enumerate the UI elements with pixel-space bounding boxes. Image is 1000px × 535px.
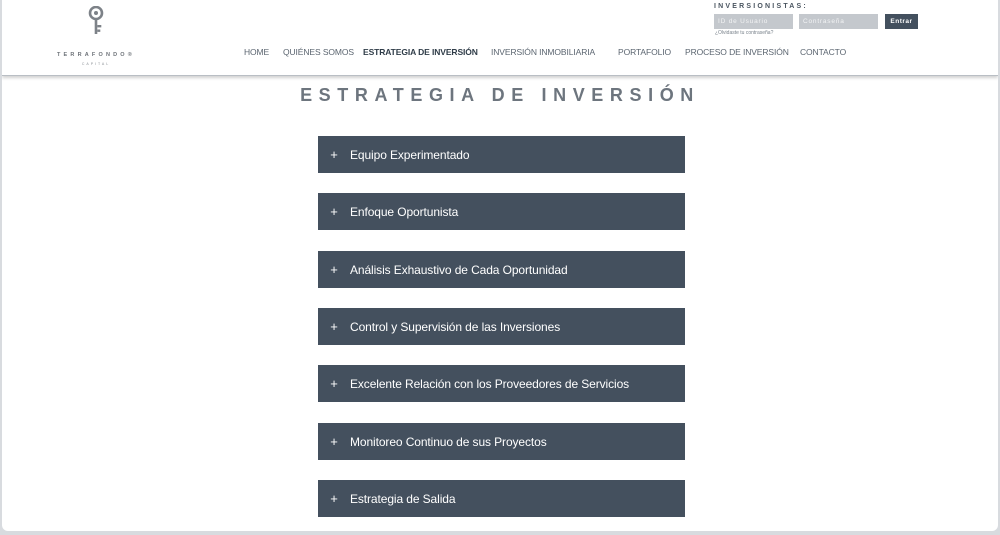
key-icon — [86, 6, 106, 36]
accordion-item-control-y-supervision[interactable] — [318, 308, 685, 345]
accordion-item-label: Estrategia de Salida — [350, 491, 456, 506]
accordion-item-label: Equipo Experimentado — [350, 147, 470, 162]
plus-icon: + — [330, 434, 338, 449]
accordion-item-label: Enfoque Oportunista — [350, 204, 459, 219]
nav-item-contacto[interactable]: CONTACTO — [800, 47, 847, 57]
page-title: ESTRATEGIA DE INVERSIÓN — [300, 85, 700, 105]
plus-icon: + — [330, 262, 338, 277]
brand-logo[interactable] — [48, 6, 144, 68]
accordion-item-label: Análisis Exhaustivo de Cada Oportunidad — [350, 262, 568, 277]
accordion-item-excelente-relacion[interactable] — [318, 365, 685, 402]
plus-icon: + — [330, 204, 338, 219]
accordion-item-equipo-experimentado[interactable] — [318, 136, 685, 173]
accordion-item-monitoreo-continuo[interactable] — [318, 423, 685, 460]
plus-icon: + — [330, 147, 338, 162]
login-submit-button[interactable]: Entrar — [885, 14, 918, 29]
password-input[interactable] — [799, 14, 878, 29]
accordion-item-analisis-exhaustivo[interactable] — [318, 251, 685, 288]
nav-item-estrategia-de-inversion[interactable]: ESTRATEGIA DE INVERSIÓN — [363, 47, 478, 57]
brand-name: TERRAFONDO® — [56, 52, 136, 58]
site-header — [2, 0, 998, 76]
accordion-item-label: Control y Supervisión de las Inversiones — [350, 319, 561, 334]
accordion-item-label: Excelente Relación con los Proveedores de Servicios — [350, 376, 630, 391]
nav-item-portafolio[interactable]: PORTAFOLIO — [618, 47, 672, 57]
page — [2, 0, 998, 531]
accordion-item-estrategia-de-salida[interactable] — [318, 480, 685, 517]
nav-item-quienes-somos[interactable]: QUIÉNES SOMOS — [283, 47, 354, 57]
brand-subtitle: CAPITAL — [81, 62, 111, 66]
investors-login-title: INVERSIONISTAS: — [714, 3, 808, 10]
nav-item-proceso-de-inversion[interactable]: PROCESO DE INVERSIÓN — [685, 47, 789, 57]
plus-icon: + — [330, 376, 338, 391]
plus-icon: + — [330, 319, 338, 334]
nav-item-home[interactable]: HOME — [244, 47, 270, 57]
forgot-password-link[interactable]: ¿Olvidaste tu contraseña? — [715, 30, 774, 36]
accordion-item-enfoque-oportunista[interactable] — [318, 193, 685, 230]
user-id-input[interactable] — [714, 14, 793, 29]
accordion-item-label: Monitoreo Continuo de sus Proyectos — [350, 434, 547, 449]
plus-icon: + — [330, 491, 338, 506]
nav-item-inversion-inmobiliaria[interactable]: INVERSIÓN INMOBILIARIA — [491, 47, 596, 57]
